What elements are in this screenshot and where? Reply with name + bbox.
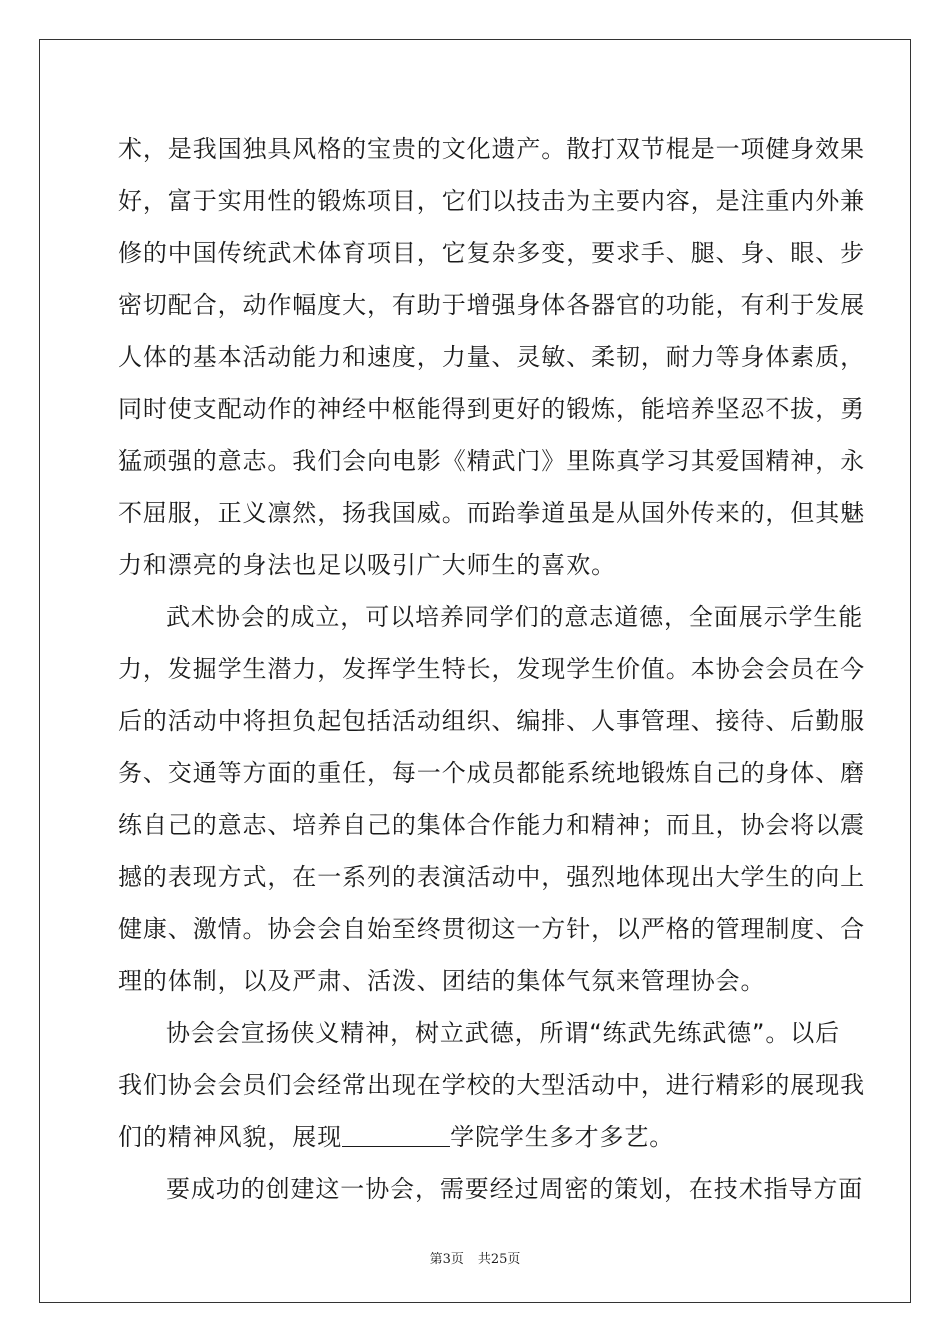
fill-in-blank: [342, 1116, 450, 1147]
text-line-with-blank: [118, 1111, 834, 1163]
paragraph-start-line: 武术协会的成立，可以培养同学们的意志道德，全面展示学生能: [166, 603, 864, 631]
page-footer: [0, 1248, 950, 1267]
text-line: 我们协会会员们会经常出现在学校的大型活动中，进行精彩的展现我: [118, 1071, 865, 1099]
text-line: 人体的基本活动能力和速度，力量、灵敏、柔韧，耐力等身体素质，: [118, 343, 865, 371]
text-before-blank: 们的精神风貌，展现: [118, 1123, 343, 1151]
paragraph-start-line: 协会会宣扬侠义精神，树立武德，所谓“练武先练武德”。以后: [166, 1019, 841, 1047]
text-line: 猛顽强的意志。我们会向电影《精武门》里陈真学习其爱国精神，永: [118, 447, 865, 475]
text-line: 力和漂亮的身法也足以吸引广大师生的喜欢。: [118, 551, 616, 579]
text-line: 力，发掘学生潜力，发挥学生特长，发现学生价值。本协会会员在今: [118, 655, 865, 683]
text-line: 术，是我国独具风格的宝贵的文化遗产。散打双节棍是一项健身效果: [118, 135, 865, 163]
paragraph-start-line: 要成功的创建这一协会，需要经过周密的策划，在技术指导方面: [166, 1175, 864, 1203]
page-number: 第3页: [429, 1252, 464, 1267]
text-line: 修的中国传统武术体育项目，它复杂多变，要求手、腿、身、眼、步: [118, 239, 865, 267]
text-line: 练自己的意志、培养自己的集体合作能力和精神；而且，协会将以震: [118, 811, 865, 839]
text-line: 务、交通等方面的重任，每一个成员都能系统地锻炼自己的身体、磨: [118, 759, 865, 787]
text-line: 不屈服，正义凛然，扬我国威。而跆拳道虽是从国外传来的，但其魅: [118, 499, 865, 527]
text-line: 理的体制，以及严肃、活泼、团结的集体气氛来管理协会。: [118, 967, 766, 995]
page-total: 共25页: [477, 1252, 521, 1267]
text-line: 密切配合，动作幅度大，有助于增强身体各器官的功能，有利于发展: [118, 291, 865, 319]
text-line: 健康、激情。协会会自始至终贯彻这一方针，以严格的管理制度、合: [118, 915, 865, 943]
text-line: 后的活动中将担负起包括活动组织、编排、人事管理、接待、后勤服: [118, 707, 865, 735]
text-line: 好，富于实用性的锻炼项目，它们以技击为主要内容，是注重内外兼: [118, 187, 865, 215]
text-line: 撼的表现方式，在一系列的表演活动中，强烈地体现出大学生的向上: [118, 863, 865, 891]
text-after-blank: 学院学生多才多艺。: [450, 1123, 675, 1151]
document-body: [118, 123, 865, 1215]
text-line: 同时使支配动作的神经中枢能得到更好的锻炼，能培养坚忍不拔，勇: [118, 395, 865, 423]
